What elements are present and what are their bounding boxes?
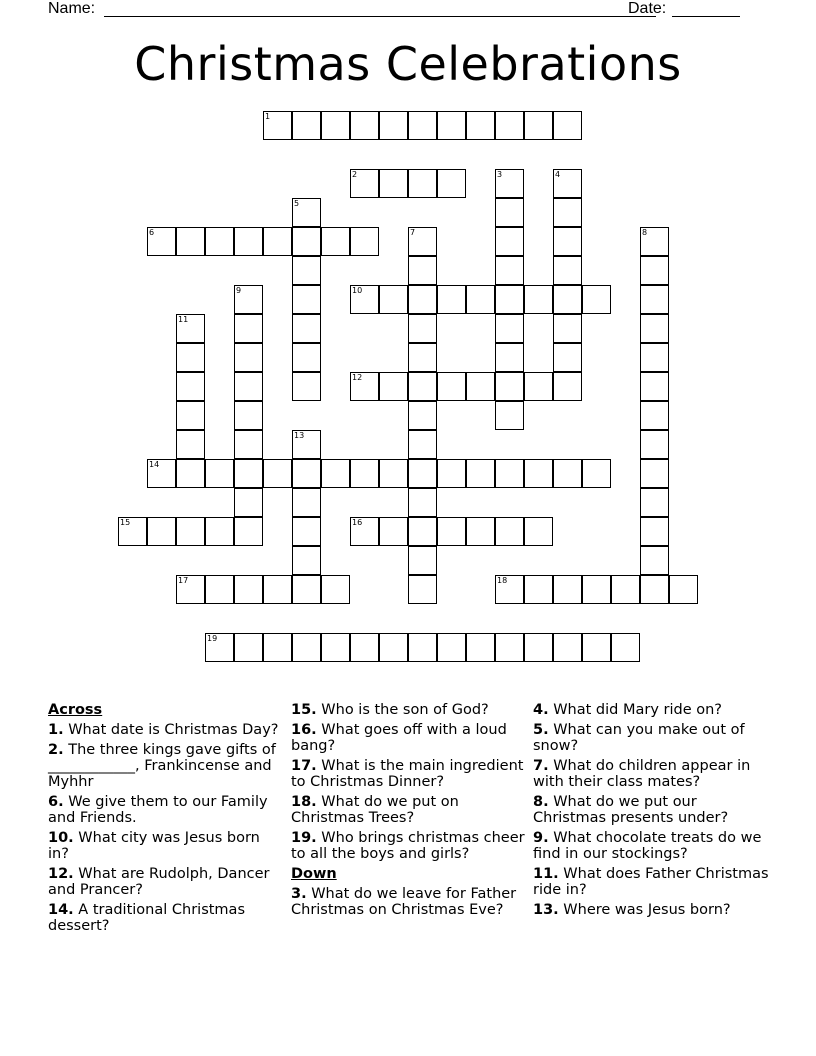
grid-cell[interactable] bbox=[321, 459, 350, 488]
grid-cell[interactable] bbox=[437, 517, 466, 546]
grid-cell[interactable] bbox=[292, 372, 321, 401]
grid-cell[interactable] bbox=[292, 430, 321, 459]
grid-cell[interactable] bbox=[495, 575, 524, 604]
grid-cell[interactable] bbox=[408, 575, 437, 604]
grid-cell[interactable] bbox=[350, 227, 379, 256]
clue-across-19: 19. Who brings christmas cheer to all the boys and girls? bbox=[291, 830, 525, 862]
clue-across-6: 6. We give them to our Family and Friends. bbox=[48, 794, 268, 826]
grid-cell[interactable] bbox=[437, 169, 466, 198]
grid-cell[interactable] bbox=[495, 314, 524, 343]
grid-clue-number: 8 bbox=[642, 228, 648, 237]
grid-cell[interactable] bbox=[640, 488, 669, 517]
grid-cell[interactable] bbox=[582, 575, 611, 604]
grid-cell[interactable] bbox=[640, 575, 669, 604]
grid-cell[interactable] bbox=[582, 459, 611, 488]
grid-clue-number: 15 bbox=[120, 518, 131, 527]
clue-down-13: 13. Where was Jesus born? bbox=[533, 902, 731, 918]
grid-cell[interactable] bbox=[379, 633, 408, 662]
grid-cell[interactable] bbox=[176, 459, 205, 488]
clue-down-4: 4. What did Mary ride on? bbox=[533, 702, 723, 718]
clue-across-16: 16. What goes off with a loud bang? bbox=[291, 722, 507, 754]
grid-cell[interactable] bbox=[640, 430, 669, 459]
grid-cell[interactable] bbox=[553, 633, 582, 662]
grid-cell[interactable] bbox=[611, 633, 640, 662]
grid-cell[interactable] bbox=[176, 343, 205, 372]
grid-cell[interactable] bbox=[176, 401, 205, 430]
grid-cell[interactable] bbox=[582, 285, 611, 314]
grid-cell[interactable] bbox=[147, 517, 176, 546]
grid-cell[interactable] bbox=[495, 343, 524, 372]
grid-cell[interactable] bbox=[263, 111, 292, 140]
grid-cell[interactable] bbox=[234, 372, 263, 401]
clue-down-11: 11. What does Father Christmas ride in? bbox=[533, 866, 769, 898]
grid-cell[interactable] bbox=[147, 227, 176, 256]
grid-cell[interactable] bbox=[205, 517, 234, 546]
grid-cell[interactable] bbox=[553, 314, 582, 343]
grid-cell[interactable] bbox=[437, 459, 466, 488]
grid-cell[interactable] bbox=[321, 633, 350, 662]
grid-cell[interactable] bbox=[350, 517, 379, 546]
grid-clue-number: 11 bbox=[178, 315, 189, 324]
grid-cell[interactable] bbox=[524, 459, 553, 488]
clue-down-7: 7. What do children appear in with their class mates? bbox=[533, 758, 751, 790]
grid-cell[interactable] bbox=[495, 401, 524, 430]
grid-cell[interactable] bbox=[408, 430, 437, 459]
grid-cell[interactable] bbox=[292, 488, 321, 517]
grid-cell[interactable] bbox=[379, 111, 408, 140]
grid-cell[interactable] bbox=[292, 111, 321, 140]
grid-cell[interactable] bbox=[408, 372, 437, 401]
grid-clue-number: 2 bbox=[352, 170, 358, 179]
grid-cell[interactable] bbox=[495, 111, 524, 140]
grid-cell[interactable] bbox=[640, 256, 669, 285]
page-title: Christmas Celebrations bbox=[134, 37, 682, 91]
grid-cell[interactable] bbox=[350, 169, 379, 198]
grid-cell[interactable] bbox=[408, 227, 437, 256]
down-heading: Down bbox=[291, 866, 337, 882]
grid-cell[interactable] bbox=[292, 285, 321, 314]
grid-cell[interactable] bbox=[321, 575, 350, 604]
clue-across-12: 12. What are Rudolph, Dancer and Prancer? bbox=[48, 866, 270, 898]
grid-cell[interactable] bbox=[408, 285, 437, 314]
grid-cell[interactable] bbox=[176, 227, 205, 256]
grid-cell[interactable] bbox=[524, 633, 553, 662]
grid-cell[interactable] bbox=[408, 517, 437, 546]
grid-cell[interactable] bbox=[234, 517, 263, 546]
grid-cell[interactable] bbox=[408, 459, 437, 488]
grid-cell[interactable] bbox=[495, 198, 524, 227]
grid-cell[interactable] bbox=[640, 372, 669, 401]
grid-cell[interactable] bbox=[495, 169, 524, 198]
clue-down-5: 5. What can you make out of snow? bbox=[533, 722, 745, 754]
across-heading: Across bbox=[48, 702, 103, 718]
grid-clue-number: 13 bbox=[294, 431, 305, 440]
name-label: Name: bbox=[48, 0, 96, 17]
grid-cell[interactable] bbox=[408, 256, 437, 285]
grid-clue-number: 17 bbox=[178, 576, 189, 585]
grid-cell[interactable] bbox=[350, 372, 379, 401]
grid-cell[interactable] bbox=[495, 459, 524, 488]
clue-down-8: 8. What do we put our Christmas presents under? bbox=[533, 794, 729, 826]
grid-clue-number: 10 bbox=[352, 286, 363, 295]
grid-cell[interactable] bbox=[408, 546, 437, 575]
clue-down-3: 3. What do we leave for Father Christmas on Christmas Eve? bbox=[291, 886, 517, 918]
grid-cell[interactable] bbox=[466, 285, 495, 314]
grid-cell[interactable] bbox=[350, 111, 379, 140]
grid-cell[interactable] bbox=[437, 633, 466, 662]
grid-cell[interactable] bbox=[118, 517, 147, 546]
grid-cell[interactable] bbox=[292, 517, 321, 546]
grid-cell[interactable] bbox=[292, 633, 321, 662]
grid-cell[interactable] bbox=[466, 633, 495, 662]
grid-cell[interactable] bbox=[408, 343, 437, 372]
grid-cell[interactable] bbox=[495, 372, 524, 401]
grid-cell[interactable] bbox=[292, 314, 321, 343]
grid-cell[interactable] bbox=[640, 401, 669, 430]
grid-cell[interactable] bbox=[350, 633, 379, 662]
grid-cell[interactable] bbox=[292, 256, 321, 285]
grid-cell[interactable] bbox=[292, 343, 321, 372]
grid-cell[interactable] bbox=[466, 111, 495, 140]
grid-cell[interactable] bbox=[524, 517, 553, 546]
clue-column-1 bbox=[48, 702, 284, 938]
clue-across-15: 15. Who is the son of God? bbox=[291, 702, 489, 718]
grid-cell[interactable] bbox=[263, 227, 292, 256]
grid-cell[interactable] bbox=[437, 285, 466, 314]
grid-clue-number: 4 bbox=[555, 170, 561, 179]
grid-cell[interactable] bbox=[553, 169, 582, 198]
grid-cell[interactable] bbox=[176, 372, 205, 401]
grid-cell[interactable] bbox=[495, 227, 524, 256]
clue-down-9: 9. What chocolate treats do we find in our stockings? bbox=[533, 830, 762, 862]
grid-cell[interactable] bbox=[553, 459, 582, 488]
grid-cell[interactable] bbox=[234, 575, 263, 604]
grid-cell[interactable] bbox=[553, 575, 582, 604]
grid-cell[interactable] bbox=[234, 314, 263, 343]
grid-cell[interactable] bbox=[234, 633, 263, 662]
grid-cell[interactable] bbox=[466, 459, 495, 488]
grid-cell[interactable] bbox=[321, 227, 350, 256]
grid-cell[interactable] bbox=[553, 198, 582, 227]
grid-cell[interactable] bbox=[466, 517, 495, 546]
grid-cell[interactable] bbox=[640, 314, 669, 343]
grid-cell[interactable] bbox=[640, 546, 669, 575]
grid-cell[interactable] bbox=[408, 401, 437, 430]
grid-cell[interactable] bbox=[524, 575, 553, 604]
grid-cell[interactable] bbox=[495, 633, 524, 662]
grid-cell[interactable] bbox=[379, 285, 408, 314]
grid-cell[interactable] bbox=[321, 111, 350, 140]
grid-cell[interactable] bbox=[408, 111, 437, 140]
grid-cell[interactable] bbox=[176, 430, 205, 459]
grid-cell[interactable] bbox=[234, 343, 263, 372]
grid-cell[interactable] bbox=[553, 111, 582, 140]
grid-cell[interactable] bbox=[176, 575, 205, 604]
grid-cell[interactable] bbox=[234, 430, 263, 459]
grid-clue-number: 6 bbox=[149, 228, 155, 237]
grid-cell[interactable] bbox=[205, 227, 234, 256]
grid-cell[interactable] bbox=[379, 459, 408, 488]
grid-cell[interactable] bbox=[553, 372, 582, 401]
grid-cell[interactable] bbox=[408, 633, 437, 662]
grid-clue-number: 14 bbox=[149, 460, 160, 469]
grid-cell[interactable] bbox=[147, 459, 176, 488]
grid-cell[interactable] bbox=[379, 372, 408, 401]
grid-cell[interactable] bbox=[437, 111, 466, 140]
clue-across-1: 1. What date is Christmas Day? bbox=[48, 722, 279, 738]
grid-clue-number: 18 bbox=[497, 576, 508, 585]
grid-cell[interactable] bbox=[640, 517, 669, 546]
grid-clue-number: 3 bbox=[497, 170, 503, 179]
grid-clue-number: 1 bbox=[265, 112, 271, 121]
grid-cell[interactable] bbox=[611, 575, 640, 604]
grid-cell[interactable] bbox=[292, 575, 321, 604]
grid-cell[interactable] bbox=[495, 285, 524, 314]
clue-across-2: 2. The three kings gave gifts of ____________, Frankincense and Myhhr bbox=[48, 742, 276, 790]
grid-cell[interactable] bbox=[524, 285, 553, 314]
grid-cell[interactable] bbox=[292, 546, 321, 575]
grid-cell[interactable] bbox=[640, 343, 669, 372]
grid-cell[interactable] bbox=[553, 227, 582, 256]
grid-cell[interactable] bbox=[640, 285, 669, 314]
grid-cell[interactable] bbox=[553, 343, 582, 372]
grid-cell[interactable] bbox=[524, 372, 553, 401]
grid-cell[interactable] bbox=[640, 227, 669, 256]
grid-clue-number: 12 bbox=[352, 373, 363, 382]
grid-cell[interactable] bbox=[495, 517, 524, 546]
grid-cell[interactable] bbox=[234, 227, 263, 256]
grid-cell[interactable] bbox=[466, 372, 495, 401]
grid-cell[interactable] bbox=[379, 169, 408, 198]
clue-across-17: 17. What is the main ingredient to Christmas Dinner? bbox=[291, 758, 524, 790]
grid-cell[interactable] bbox=[292, 227, 321, 256]
grid-cell[interactable] bbox=[292, 198, 321, 227]
grid-cell[interactable] bbox=[640, 459, 669, 488]
grid-cell[interactable] bbox=[350, 285, 379, 314]
clue-across-18: 18. What do we put on Christmas Trees? bbox=[291, 794, 459, 826]
grid-cell[interactable] bbox=[205, 459, 234, 488]
grid-cell[interactable] bbox=[408, 169, 437, 198]
grid-clue-number: 19 bbox=[207, 634, 218, 643]
grid-cell[interactable] bbox=[408, 488, 437, 517]
clue-across-10: 10. What city was Jesus born in? bbox=[48, 830, 260, 862]
grid-cell[interactable] bbox=[669, 575, 698, 604]
grid-cell[interactable] bbox=[495, 256, 524, 285]
clue-across-14: 14. A traditional Christmas dessert? bbox=[48, 902, 245, 934]
grid-cell[interactable] bbox=[379, 517, 408, 546]
date-label: Date: bbox=[628, 0, 667, 17]
grid-cell[interactable] bbox=[263, 459, 292, 488]
grid-cell[interactable] bbox=[205, 575, 234, 604]
grid-clue-number: 9 bbox=[236, 286, 242, 295]
grid-clue-number: 5 bbox=[294, 199, 300, 208]
grid-cell[interactable] bbox=[524, 111, 553, 140]
grid-cell[interactable] bbox=[263, 633, 292, 662]
grid-cell[interactable] bbox=[408, 314, 437, 343]
grid-cell[interactable] bbox=[205, 633, 234, 662]
grid-cell[interactable] bbox=[263, 575, 292, 604]
grid-cell[interactable] bbox=[582, 633, 611, 662]
grid-cell[interactable] bbox=[437, 372, 466, 401]
grid-cell[interactable] bbox=[234, 401, 263, 430]
grid-cell[interactable] bbox=[234, 488, 263, 517]
grid-cell[interactable] bbox=[292, 459, 321, 488]
clue-column-2 bbox=[291, 702, 527, 922]
grid-cell[interactable] bbox=[553, 256, 582, 285]
grid-cell[interactable] bbox=[234, 459, 263, 488]
grid-clue-number: 7 bbox=[410, 228, 416, 237]
grid-cell[interactable] bbox=[176, 517, 205, 546]
grid-cell[interactable] bbox=[553, 285, 582, 314]
grid-cell[interactable] bbox=[350, 459, 379, 488]
grid-clue-number: 16 bbox=[352, 518, 363, 527]
clue-column-3 bbox=[533, 702, 769, 922]
grid-cell[interactable] bbox=[234, 285, 263, 314]
grid-cell[interactable] bbox=[176, 314, 205, 343]
